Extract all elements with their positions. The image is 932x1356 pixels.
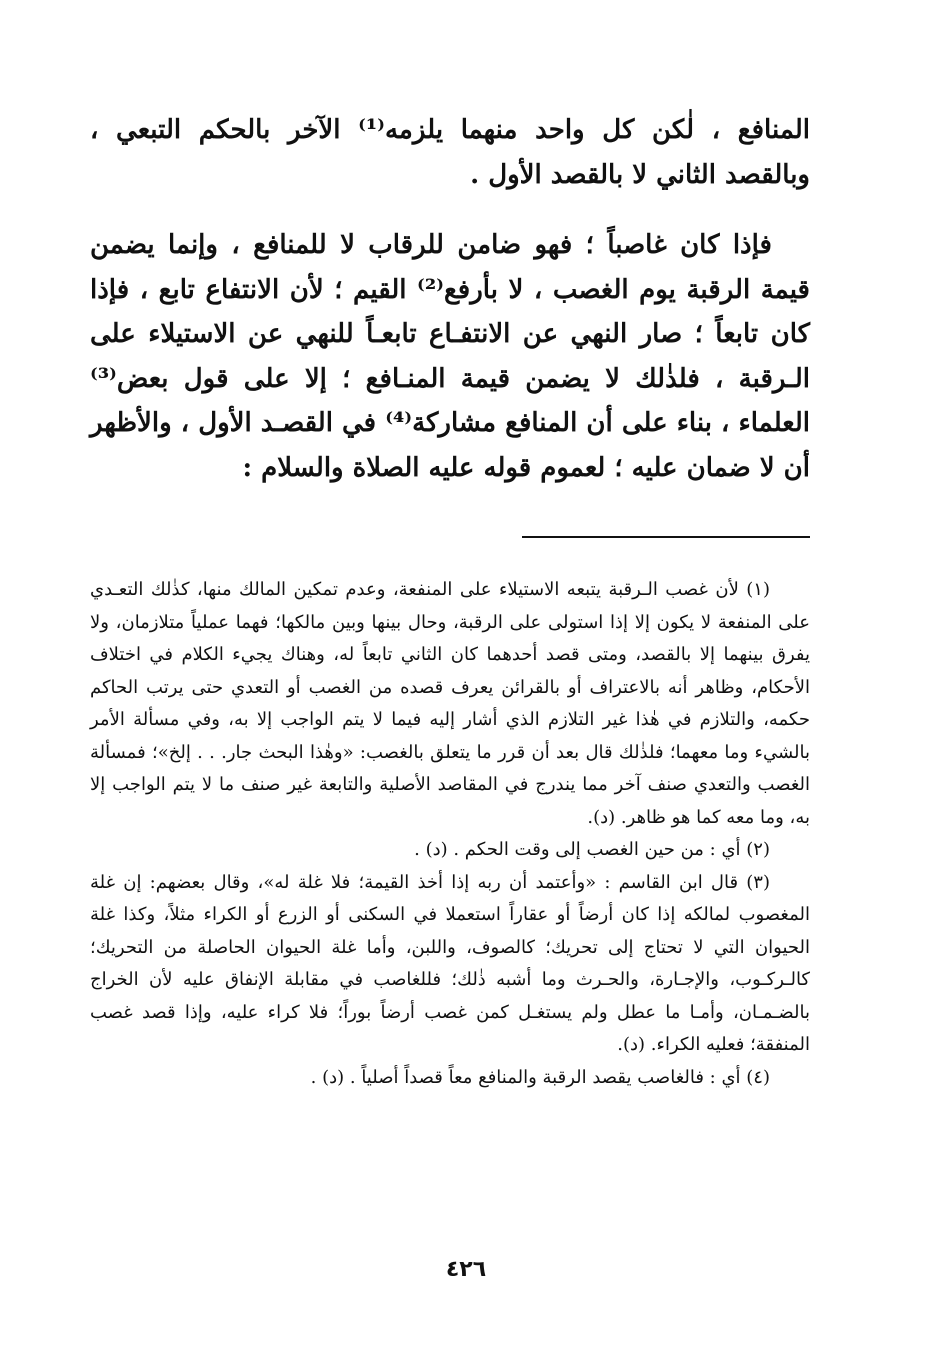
footnotes [90,574,810,1094]
book-page [90,108,810,1328]
main-paragraph-2: فإذا كان غاصباً ؛ فهو ضامن للرقاب لا للمنافع ، وإنما يضمن قيمة الرقبة يوم الغصب ، لا بأرفع⁽²⁾ القيم ؛ لأن الانتفاع تابع ، فإذا كان تابعاً ؛ صار النهي عن الانتفـاع تابعـاً للنهي عن الاستيلاء على الـرقبة ، فلذٰلك لا يضمن قيمة المنـافع ؛ إلا على قول بعض⁽³⁾ العلماء ، بناء على أن المنافع مشاركة⁽⁴⁾ في القصـد الأول ، والأظهر أن لا ضمان عليه ؛ لعموم قوله عليه الصلاة والسلام : [90,230,810,483]
main-paragraph-1: المنافع ، لٰكن كل واحد منهما يلزمه⁽¹⁾ الآخر بالحكم التبعي ، وبالقصد الثاني لا بالقصد الأول . [90,115,811,190]
footnote-4: (٤) أي : فالغاصب يقصد الرقبة والمنافع معاً قصداً أصلياً . (د) . [310,1066,770,1088]
footnote-2: (٢) أي : من حين الغصب إلى وقت الحكم . (د) . [414,839,770,860]
main-text [90,108,810,490]
page-number: ٤٢٦ [445,1257,487,1282]
footnote-1: (١) لأن غصب الـرقبة يتبعه الاستيلاء على المنفعة، وعدم تمكين المالك منها، كذٰلك التعـدي على المنفعة لا يكون إلا إذا استولى على الرقبة، وحال بينها وبين مالكها؛ فهما عملياً متلازمان، ولا يفرق بينهما إلا بالقصد، ومتى قصد أحدهما كان الثاني تابعاً له، وهناك يجيء الكلام في اختلاف الأحكام، وظاهر أنه بالاعتراف أو بالقرائن يعرف قصده من الغصب أو التعدي حتى يرتب الحاكم حكمه، والتلازم في هٰذا غير التلازم الذي أشار إليه فيما لا يتم الواجب إلا به، وفي مسألة الأمر بالشيء وما معهما؛ فلذٰلك قال بعد أن قرر ما يتعلق بالغصب: «وهٰذا البحث جار. . . إلخ»؛ فمسألة الغصب والتعدي صنف آخر مما يندرج في المقاصد الأصلية والتابعة غير صنف ما لا يتم الواجب إلا به، وما معه كما هو ظاهر. (د). [90,579,810,828]
footnote-3: (٣) قال ابن القاسم : «وأعتمد أن ربه إذا أخذ القيمة؛ فلا غلة له»، وقال بعضهم: إن غلة المغصوب لمالكه إذا كان أرضاً أو عقاراً استعملا في السكنى أو الزرع أو الكراء مثلاً، وكذا غلة الحيوان التي لا تحتاج إلى تحريك؛ كالصوف، واللبن، وأما غلة الحيوان الحاصلة من التحريك؛ كالـركـوب، والإجـارة، والحـرث وما أشبه ذٰلك؛ فللغاصب في مقابلة الإنفاق عليه لأن الخراج بالضـمـان، وأمـا ما عطل ولم يستغـل كمن غصب أرضاً بوراً؛ فلا كراء عليه، وإذا قصد غصب المنفقة؛ فعليه الكراء. (د). [90,871,810,1055]
footnote-separator [522,536,810,538]
